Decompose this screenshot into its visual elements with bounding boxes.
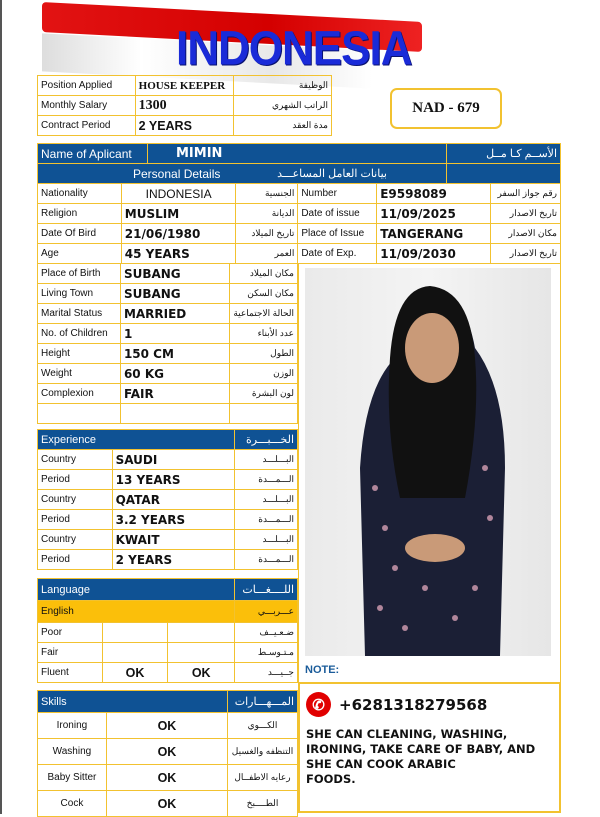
label: Fluent [38,663,103,683]
label: Period [38,550,113,570]
phone-row [306,692,553,717]
label: Place of Birth [38,264,121,284]
arabic-label: الطــــبخ [228,791,298,817]
personal-table [37,183,561,264]
arabic-label: الـــمـــدة [235,470,298,490]
label: Weight [38,364,121,384]
skill-row [38,791,298,817]
applicant-name-row [38,144,561,164]
value: OK [106,739,227,765]
person-silhouette-icon [305,268,551,656]
arabic-label: الطول [230,344,298,364]
experience-table [37,429,298,570]
label-english: English [38,601,235,623]
value: 11/09/2025 [377,204,491,224]
value: 21/06/1980 [121,224,236,244]
value: 2 YEARS [135,116,233,136]
value: OK [106,713,227,739]
value: INDONESIA [121,184,236,204]
arabic-label: جــيـــد [235,663,298,683]
arabic-label: البـــلـــد [235,490,298,510]
arabic-level: OK [168,663,235,683]
label: Period [38,510,113,530]
arabic-title: الخـــبـــرة [235,430,298,450]
label: Date of Exp. [298,244,377,264]
personal-row [38,184,561,204]
value: SAUDI [112,450,234,470]
value: 1 [120,324,229,344]
arabic-label: لون البشرة [230,384,298,404]
value: FAIR [120,384,229,404]
skill-row [38,765,298,791]
applicant-table [37,143,561,184]
value: OK [106,791,227,817]
value: TANGERANG [377,224,491,244]
personal-row [38,304,298,324]
label: Monthly Salary [38,96,136,116]
experience-row [38,490,298,510]
experience-row [38,470,298,490]
arabic-label: تاريخ الاصدار [491,244,561,264]
arabic-label: رعايه الاطفــال [228,765,298,791]
english-level [102,623,168,643]
arabic-label: الـــمـــدة [235,550,298,570]
label: Cock [38,791,107,817]
label: Nationality [38,184,122,204]
arabic-label: الكـــوي [228,713,298,739]
value: 45 YEARS [121,244,236,264]
job-row [38,116,332,136]
arabic-label: البـــلـــد [235,530,298,550]
language-row [38,623,298,643]
experience-row [38,510,298,530]
label: Date Of Bird [38,224,122,244]
value: OK [106,765,227,791]
banner-title: INDONESIA [176,21,412,76]
label: Poor [38,623,103,643]
empty-row [38,404,298,424]
personal-row [38,284,298,304]
experience-header [38,430,298,450]
arabic-label: التنظفه والغسيل [228,739,298,765]
arabic-label: الـــمـــدة [235,510,298,530]
value: MUSLIM [121,204,236,224]
value: KWAIT [112,530,234,550]
value: 1300 [135,96,233,116]
value: 13 YEARS [112,470,234,490]
label: Place of Issue [298,224,377,244]
value: HOUSE KEEPER [135,76,233,96]
personal-more-table [37,263,298,424]
arabic-label: الحالة الاجتماعية [230,304,298,324]
personal-row [38,264,298,284]
experience-row [38,550,298,570]
arabic-label: ضـعـيــف [235,623,298,643]
arabic-label: الراتب الشهري [233,96,331,116]
label: Country [38,490,113,510]
arabic-label: رقم جواز السفر [491,184,561,204]
personal-row [38,244,561,264]
label: Name of Aplicant [38,144,148,164]
arabic-label: مدة العقد [233,116,331,136]
note-text: SHE CAN CLEANING, WASHING, IRONING, TAKE CARE OF BABY, AND SHE CAN COOK ARABIC FOODS. [306,727,536,786]
label: Country [38,450,113,470]
section-title: Skills [38,691,228,713]
label: Living Town [38,284,121,304]
page-edge [0,0,2,814]
value: SUBANG [120,264,229,284]
arabic-label: البـــلـــد [235,450,298,470]
language-table [37,578,298,683]
personal-details-header [38,164,561,184]
language-header [38,579,298,601]
arabic-title: بيانات العامل المساعـــد [277,168,387,180]
english-level: OK [102,663,168,683]
reference-code: NAD - 679 [390,88,502,129]
skills-table [37,690,298,817]
label: Fair [38,643,103,663]
phone-number[interactable]: +6281318279568 [339,695,488,714]
applicant-name: MIMIN [148,144,447,164]
label: Marital Status [38,304,121,324]
note-box [298,682,561,813]
arabic-label: مكان الاصدار [491,224,561,244]
experience-row [38,450,298,470]
arabic-label: مكان الميلاد [230,264,298,284]
applicant-photo [305,268,551,656]
section-title: Personal Details [38,164,447,184]
phone-icon: ✆ [306,692,331,717]
arabic-title: اللــــغـــات [235,579,298,601]
label: No. of Children [38,324,121,344]
value: QATAR [112,490,234,510]
label: Height [38,344,121,364]
label: Country [38,530,113,550]
arabic-level [168,643,235,663]
label: Washing [38,739,107,765]
arabic-level [168,623,235,643]
value: 3.2 YEARS [112,510,234,530]
section-title: Experience [38,430,235,450]
note-label: NOTE: [305,664,340,676]
value: 150 CM [120,344,229,364]
arabic-label: عدد الأبناء [230,324,298,344]
skill-row [38,713,298,739]
label: Complexion [38,384,121,404]
label: Date of issue [298,204,377,224]
job-table [37,75,332,136]
value: 2 YEARS [112,550,234,570]
value: E9598089 [377,184,491,204]
personal-row [38,324,298,344]
value: 60 KG [120,364,229,384]
arabic-label: العمر [236,244,298,264]
english-level [102,643,168,663]
personal-row [38,204,561,224]
job-row [38,76,332,96]
label: Number [298,184,377,204]
skill-row [38,739,298,765]
skills-header [38,691,298,713]
arabic-label: الديانة [236,204,298,224]
arabic-title: المـــهـــارات [228,691,298,713]
language-row [38,643,298,663]
label: Baby Sitter [38,765,107,791]
job-row [38,96,332,116]
label: Age [38,244,122,264]
arabic-label: مـتـوسـط [235,643,298,663]
label: Position Applied [38,76,136,96]
personal-row [38,364,298,384]
value: 11/09/2030 [377,244,491,264]
label: Religion [38,204,122,224]
language-columns [38,601,298,623]
personal-row [38,224,561,244]
value: MARRIED [120,304,229,324]
arabic-label: تاريخ الميلاد [236,224,298,244]
label: Period [38,470,113,490]
experience-row [38,530,298,550]
label: Ironing [38,713,107,739]
value: SUBANG [120,284,229,304]
arabic-label: الوزن [230,364,298,384]
arabic-label: الأســم كـا مــل [447,144,561,164]
label: Contract Period [38,116,136,136]
arabic-label: الجنسية [236,184,298,204]
personal-row [38,344,298,364]
arabic-label: مكان السكن [230,284,298,304]
language-row [38,663,298,683]
personal-row [38,384,298,404]
arabic-label: الوظيفة [233,76,331,96]
section-title: Language [38,579,235,601]
label-arabic: عـــربـــي [235,601,298,623]
arabic-label: تاريخ الاصدار [491,204,561,224]
